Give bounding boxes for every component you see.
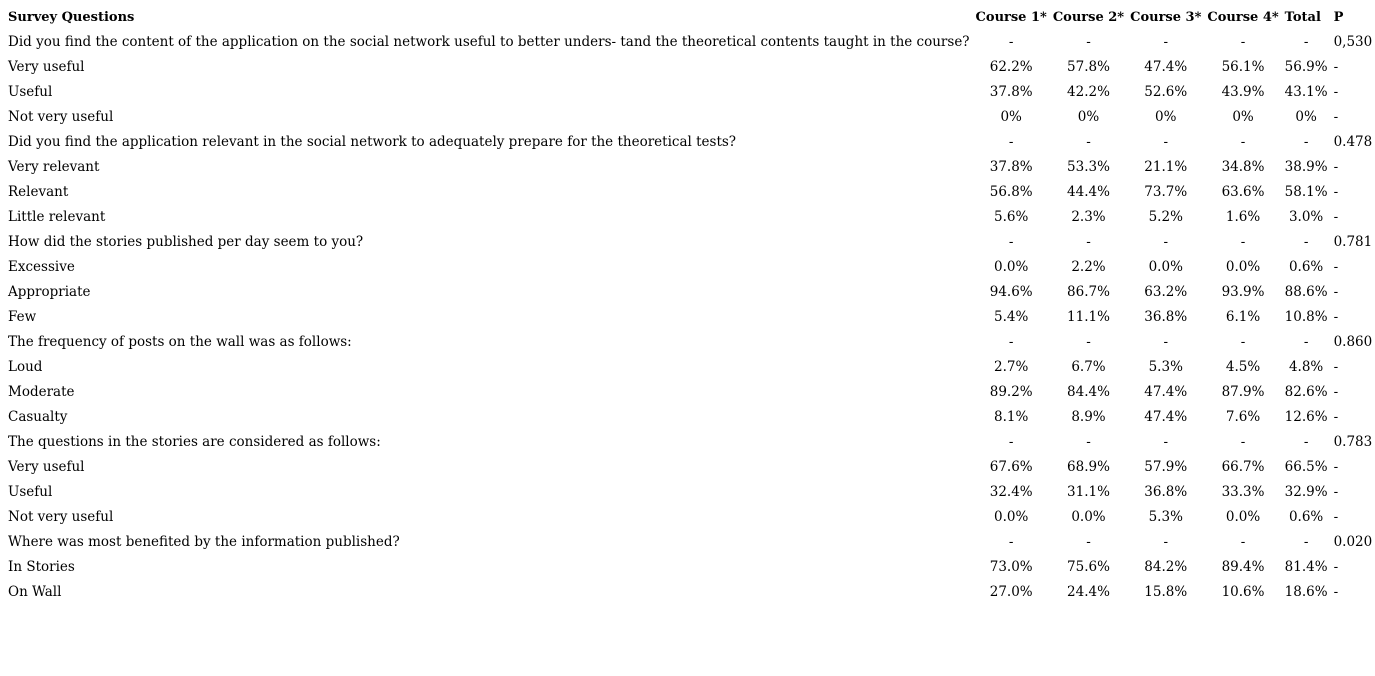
p-value-cell: - bbox=[1333, 184, 1339, 200]
course-4-cell: 1.6% bbox=[1225, 209, 1261, 225]
course-3-cell: 0% bbox=[1155, 109, 1177, 125]
header-p-value: P bbox=[1333, 10, 1344, 25]
total-cell: 4.8% bbox=[1288, 359, 1324, 375]
course-2-cell: - bbox=[1086, 134, 1091, 150]
p-value-cell: - bbox=[1333, 459, 1339, 475]
question-cell: Useful bbox=[8, 84, 53, 100]
course-3-cell: 21.1% bbox=[1144, 159, 1188, 175]
total-cell: 88.6% bbox=[1284, 284, 1328, 300]
table-row bbox=[5, 280, 1375, 305]
course-2-cell: - bbox=[1086, 334, 1091, 350]
course-1-cell: - bbox=[1008, 134, 1014, 150]
course-4-cell: 87.9% bbox=[1221, 384, 1265, 400]
course-4-cell: - bbox=[1240, 534, 1246, 550]
p-value-cell: - bbox=[1333, 584, 1339, 600]
header-total: Total bbox=[1284, 10, 1321, 25]
course-1-cell: 27.0% bbox=[989, 584, 1033, 600]
course-4-cell: - bbox=[1240, 334, 1246, 350]
course-2-cell: 0.0% bbox=[1071, 509, 1106, 525]
total-cell: 58.1% bbox=[1284, 184, 1328, 200]
table-row bbox=[5, 155, 1375, 180]
course-1-cell: 62.2% bbox=[989, 59, 1033, 75]
course-3-cell: 5.3% bbox=[1148, 509, 1183, 525]
total-cell: - bbox=[1303, 534, 1309, 550]
p-value-cell: - bbox=[1333, 84, 1339, 100]
table-row bbox=[5, 530, 1375, 555]
course-3-cell: 84.2% bbox=[1144, 559, 1188, 575]
p-value-cell: 0.781 bbox=[1333, 234, 1373, 250]
question-cell: Did you find the application relevant in the social network to adequately prepare for the theoretical tests? bbox=[8, 134, 737, 150]
total-cell: 81.4% bbox=[1284, 559, 1328, 575]
table-row bbox=[5, 330, 1375, 355]
p-value-cell: 0.020 bbox=[1333, 534, 1373, 550]
total-cell: 43.1% bbox=[1284, 84, 1328, 100]
course-2-cell: 75.6% bbox=[1067, 559, 1110, 575]
total-cell: 10.8% bbox=[1284, 309, 1328, 325]
question-cell: Useful bbox=[8, 484, 53, 500]
course-4-cell: 0.0% bbox=[1225, 509, 1261, 525]
course-4-cell: 43.9% bbox=[1221, 84, 1265, 100]
course-2-cell: 24.4% bbox=[1067, 584, 1110, 600]
question-cell: Little relevant bbox=[8, 209, 106, 225]
p-value-cell: - bbox=[1333, 159, 1339, 175]
total-cell: 12.6% bbox=[1284, 409, 1328, 425]
course-4-cell: 93.9% bbox=[1221, 284, 1265, 300]
header-survey-questions: Survey Questions bbox=[8, 10, 135, 25]
course-4-cell: 33.3% bbox=[1221, 484, 1265, 500]
question-cell: Casualty bbox=[8, 409, 68, 425]
course-1-cell: - bbox=[1008, 34, 1014, 50]
total-cell: 56.9% bbox=[1284, 59, 1328, 75]
course-3-cell: 15.8% bbox=[1144, 584, 1188, 600]
course-2-cell: - bbox=[1086, 234, 1091, 250]
course-2-cell: 44.4% bbox=[1067, 184, 1110, 200]
p-value-cell: - bbox=[1333, 59, 1339, 75]
total-cell: - bbox=[1303, 334, 1309, 350]
table-row bbox=[5, 480, 1375, 505]
course-4-cell: 56.1% bbox=[1221, 59, 1265, 75]
total-cell: - bbox=[1303, 234, 1309, 250]
table-row bbox=[5, 80, 1375, 105]
question-cell: Very relevant bbox=[8, 159, 100, 175]
course-1-cell: 2.7% bbox=[994, 359, 1029, 375]
course-3-cell: 36.8% bbox=[1144, 484, 1188, 500]
course-2-cell: 11.1% bbox=[1067, 309, 1110, 325]
header-course-3: Course 3* bbox=[1130, 10, 1202, 25]
course-1-cell: 89.2% bbox=[989, 384, 1033, 400]
table-row bbox=[5, 405, 1375, 430]
question-cell: Where was most benefited by the information published? bbox=[8, 534, 400, 550]
table-row bbox=[5, 255, 1375, 280]
course-3-cell: 73.7% bbox=[1144, 184, 1188, 200]
course-4-cell: 34.8% bbox=[1221, 159, 1265, 175]
course-1-cell: 32.4% bbox=[989, 484, 1033, 500]
course-3-cell: - bbox=[1163, 534, 1169, 550]
course-1-cell: 5.6% bbox=[994, 209, 1029, 225]
course-2-cell: 53.3% bbox=[1067, 159, 1110, 175]
question-cell: Very useful bbox=[8, 459, 85, 475]
table-row bbox=[5, 105, 1375, 130]
question-cell: Relevant bbox=[8, 184, 69, 200]
course-1-cell: 0% bbox=[1000, 109, 1022, 125]
total-cell: 82.6% bbox=[1284, 384, 1328, 400]
course-2-cell: 2.2% bbox=[1071, 259, 1106, 275]
course-1-cell: 67.6% bbox=[989, 459, 1033, 475]
question-cell: In Stories bbox=[8, 559, 75, 575]
course-4-cell: 10.6% bbox=[1221, 584, 1265, 600]
course-1-cell: - bbox=[1008, 434, 1014, 450]
question-cell: Moderate bbox=[8, 384, 75, 400]
p-value-cell: - bbox=[1333, 409, 1339, 425]
course-2-cell: 6.7% bbox=[1071, 359, 1106, 375]
course-3-cell: 36.8% bbox=[1144, 309, 1188, 325]
p-value-cell: - bbox=[1333, 359, 1339, 375]
course-4-cell: 0.0% bbox=[1225, 259, 1261, 275]
question-cell: Not very useful bbox=[8, 109, 114, 125]
course-2-cell: 31.1% bbox=[1067, 484, 1110, 500]
course-2-cell: 57.8% bbox=[1067, 59, 1110, 75]
course-3-cell: 5.3% bbox=[1148, 359, 1183, 375]
p-value-cell: - bbox=[1333, 384, 1339, 400]
course-4-cell: - bbox=[1240, 134, 1246, 150]
course-2-cell: 2.3% bbox=[1071, 209, 1106, 225]
p-value-cell: - bbox=[1333, 209, 1339, 225]
course-1-cell: 73.0% bbox=[989, 559, 1033, 575]
course-3-cell: 63.2% bbox=[1144, 284, 1188, 300]
header-course-4: Course 4* bbox=[1207, 10, 1279, 25]
course-1-cell: 0.0% bbox=[994, 509, 1029, 525]
course-3-cell: 47.4% bbox=[1144, 59, 1188, 75]
course-2-cell: - bbox=[1086, 34, 1091, 50]
p-value-cell: - bbox=[1333, 309, 1339, 325]
course-4-cell: - bbox=[1240, 434, 1246, 450]
header-row bbox=[5, 5, 1375, 30]
course-2-cell: - bbox=[1086, 434, 1091, 450]
total-cell: 3.0% bbox=[1288, 209, 1324, 225]
table-row bbox=[5, 355, 1375, 380]
course-2-cell: 0% bbox=[1077, 109, 1100, 125]
total-cell: - bbox=[1303, 434, 1309, 450]
course-3-cell: 0.0% bbox=[1148, 259, 1183, 275]
table-row bbox=[5, 430, 1375, 455]
survey-results-table bbox=[5, 5, 1375, 605]
course-3-cell: 5.2% bbox=[1148, 209, 1183, 225]
question-cell: Excessive bbox=[8, 259, 75, 275]
course-1-cell: 37.8% bbox=[989, 159, 1033, 175]
table-row bbox=[5, 455, 1375, 480]
p-value-cell: - bbox=[1333, 484, 1339, 500]
p-value-cell: 0.860 bbox=[1333, 334, 1373, 350]
course-1-cell: 56.8% bbox=[989, 184, 1033, 200]
question-cell: Not very useful bbox=[8, 509, 114, 525]
course-1-cell: 5.4% bbox=[994, 309, 1029, 325]
course-2-cell: 86.7% bbox=[1067, 284, 1110, 300]
p-value-cell: 0.783 bbox=[1333, 434, 1373, 450]
table-row bbox=[5, 30, 1375, 55]
course-1-cell: 94.6% bbox=[989, 284, 1033, 300]
course-4-cell: 89.4% bbox=[1221, 559, 1265, 575]
course-1-cell: - bbox=[1008, 534, 1014, 550]
course-3-cell: - bbox=[1163, 434, 1169, 450]
course-2-cell: 8.9% bbox=[1071, 409, 1106, 425]
course-1-cell: 37.8% bbox=[989, 84, 1033, 100]
question-cell: On Wall bbox=[8, 584, 62, 600]
table-body bbox=[5, 30, 1375, 605]
question-cell: Few bbox=[8, 309, 37, 325]
total-cell: - bbox=[1303, 134, 1309, 150]
table-row bbox=[5, 55, 1375, 80]
course-1-cell: 0.0% bbox=[994, 259, 1029, 275]
table-row bbox=[5, 505, 1375, 530]
table-row bbox=[5, 555, 1375, 580]
course-3-cell: 47.4% bbox=[1144, 384, 1188, 400]
p-value-cell: - bbox=[1333, 259, 1339, 275]
p-value-cell: - bbox=[1333, 109, 1339, 125]
p-value-cell: 0,530 bbox=[1333, 34, 1373, 50]
course-4-cell: 6.1% bbox=[1225, 309, 1261, 325]
course-1-cell: - bbox=[1008, 234, 1014, 250]
course-4-cell: 0% bbox=[1232, 109, 1254, 125]
course-1-cell: 8.1% bbox=[994, 409, 1029, 425]
course-4-cell: - bbox=[1240, 34, 1246, 50]
course-3-cell: 52.6% bbox=[1144, 84, 1188, 100]
p-value-cell: 0.478 bbox=[1333, 134, 1373, 150]
course-1-cell: - bbox=[1008, 334, 1014, 350]
course-4-cell: 66.7% bbox=[1221, 459, 1265, 475]
course-3-cell: - bbox=[1163, 34, 1169, 50]
course-3-cell: 47.4% bbox=[1144, 409, 1188, 425]
course-3-cell: - bbox=[1163, 334, 1169, 350]
table-row bbox=[5, 580, 1375, 605]
course-2-cell: - bbox=[1086, 534, 1091, 550]
question-cell: Appropriate bbox=[8, 284, 91, 300]
question-cell: Very useful bbox=[8, 59, 85, 75]
table-row bbox=[5, 205, 1375, 230]
total-cell: - bbox=[1303, 34, 1309, 50]
question-cell: The frequency of posts on the wall was as follows: bbox=[8, 334, 352, 350]
course-3-cell: - bbox=[1163, 134, 1169, 150]
p-value-cell: - bbox=[1333, 559, 1339, 575]
course-4-cell: 4.5% bbox=[1225, 359, 1261, 375]
header-course-1: Course 1* bbox=[975, 10, 1047, 25]
course-3-cell: 57.9% bbox=[1144, 459, 1188, 475]
course-3-cell: - bbox=[1163, 234, 1169, 250]
course-2-cell: 84.4% bbox=[1067, 384, 1110, 400]
table-row bbox=[5, 180, 1375, 205]
course-2-cell: 68.9% bbox=[1067, 459, 1110, 475]
course-4-cell: - bbox=[1240, 234, 1246, 250]
course-4-cell: 7.6% bbox=[1225, 409, 1261, 425]
course-4-cell: 63.6% bbox=[1221, 184, 1265, 200]
question-cell: Loud bbox=[8, 359, 43, 375]
total-cell: 32.9% bbox=[1284, 484, 1328, 500]
total-cell: 66.5% bbox=[1284, 459, 1328, 475]
total-cell: 18.6% bbox=[1284, 584, 1328, 600]
total-cell: 0% bbox=[1295, 109, 1317, 125]
course-2-cell: 42.2% bbox=[1067, 84, 1110, 100]
question-cell: Did you find the content of the application on the social network useful to better unders- tand the theoretical contents taught in the course? bbox=[8, 34, 970, 50]
table-row bbox=[5, 380, 1375, 405]
header-course-2: Course 2* bbox=[1052, 10, 1125, 25]
total-cell: 0.6% bbox=[1288, 259, 1324, 275]
total-cell: 0.6% bbox=[1288, 509, 1324, 525]
total-cell: 38.9% bbox=[1284, 159, 1328, 175]
p-value-cell: - bbox=[1333, 284, 1339, 300]
table-row bbox=[5, 130, 1375, 155]
question-cell: How did the stories published per day seem to you? bbox=[8, 234, 364, 250]
table-row bbox=[5, 305, 1375, 330]
table-row bbox=[5, 230, 1375, 255]
question-cell: The questions in the stories are considered as follows: bbox=[8, 434, 381, 450]
p-value-cell: - bbox=[1333, 509, 1339, 525]
